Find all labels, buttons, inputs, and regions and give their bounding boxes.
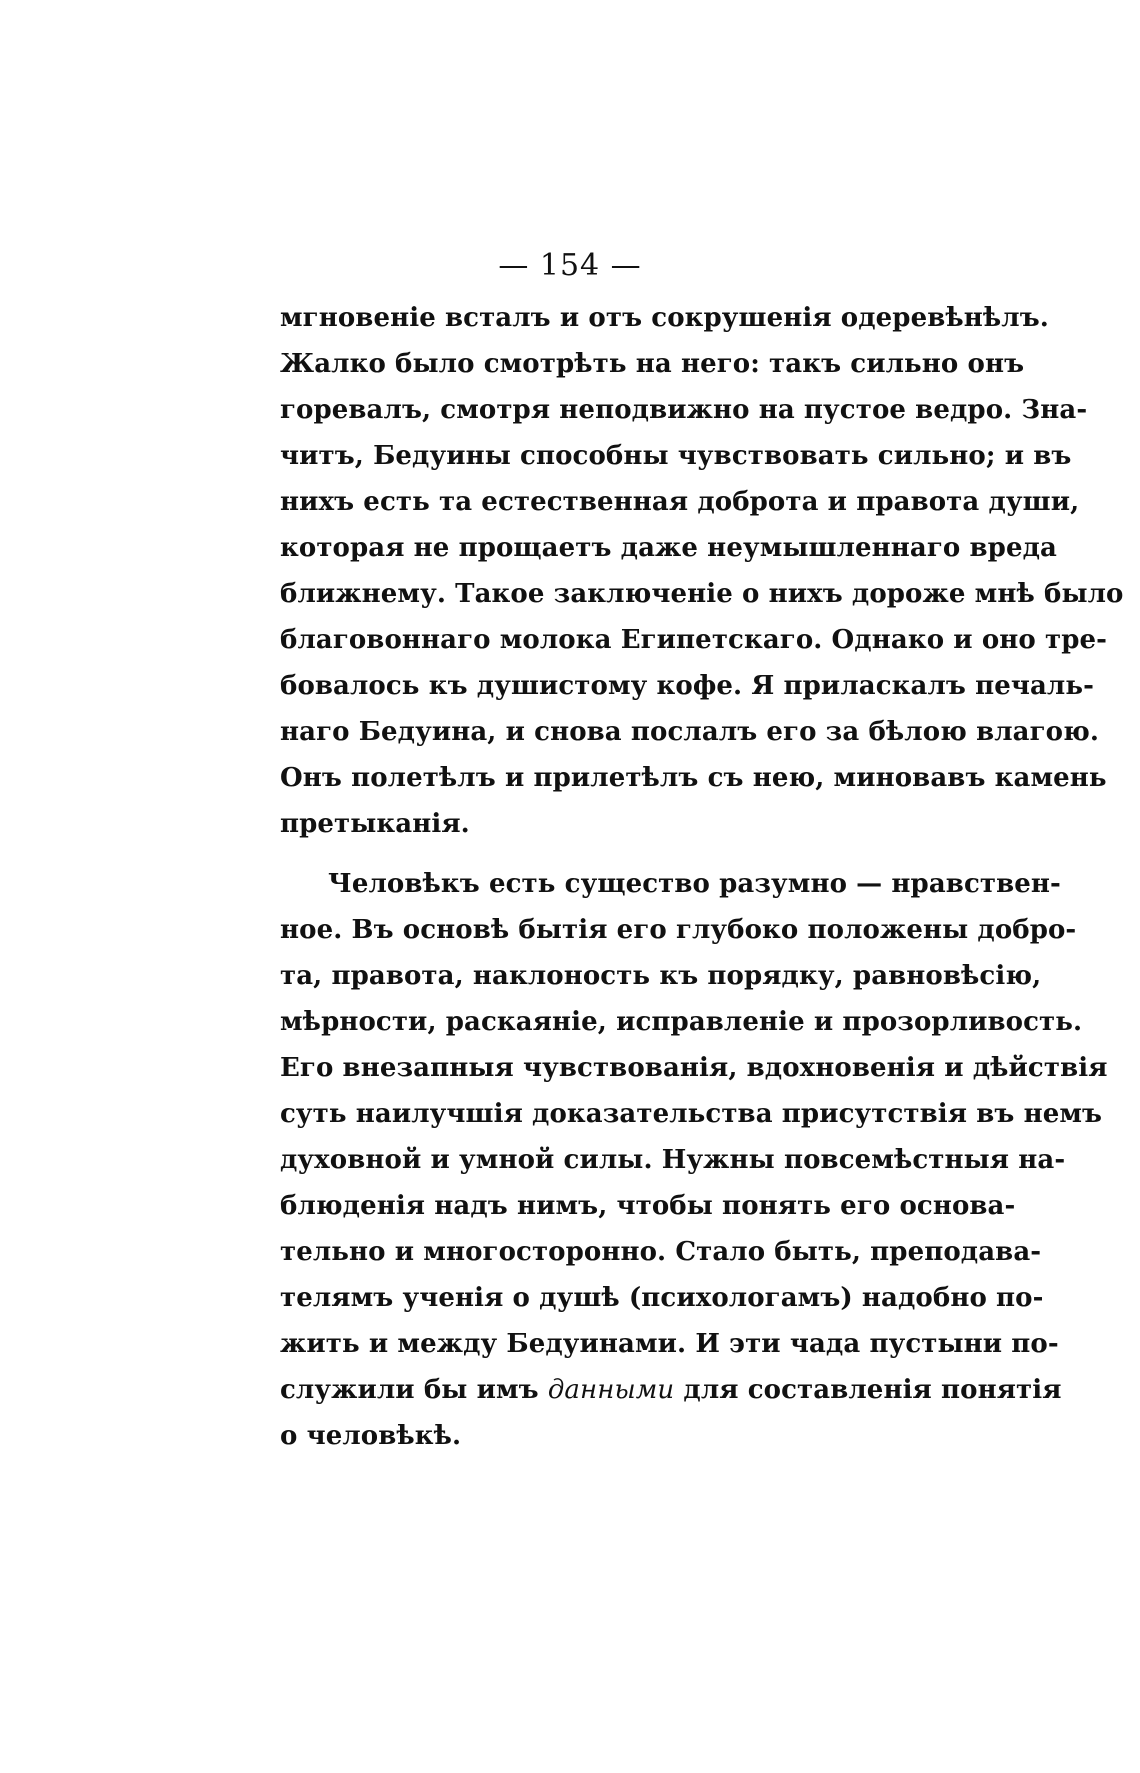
text-line: наго Бедуина, и снова послалъ его за бѣлою влагою. (280, 717, 1100, 747)
paragraph-2 (280, 861, 1108, 1459)
text-line: бовалось къ душистому кофе. Я приласкалъ печаль- (280, 671, 1094, 701)
page-number: — 154 — (498, 248, 642, 283)
paragraph-1 (280, 295, 1124, 847)
text-line: мѣрности, раскаяніе, исправленіе и прозорливость. (280, 1007, 1083, 1037)
text-line: духовной и умной силы. Нужны повсемѣстныя на- (280, 1145, 1066, 1175)
text-line: жить и между Бедуинами. И эти чада пустыни по- (280, 1329, 1059, 1359)
paragraph-gap (280, 847, 968, 861)
body-text (280, 295, 1124, 1459)
text-line: благовоннаго молока Египетскаго. Однако и оно тре- (280, 625, 1108, 655)
text-line: читъ, Бедуины способны чувствовать сильно; и въ (280, 441, 1072, 471)
text-line: которая не прощаетъ даже неумышленнаго вреда (280, 533, 1057, 563)
text-line: ное. Въ основѣ бытія его глубоко положены добро- (280, 915, 1077, 945)
text-segment: для составленія понятія (674, 1375, 1062, 1405)
text-line: Его внезапныя чувствованія, вдохновенія и дѣйствія (280, 1053, 1108, 1083)
text-line: ближнему. Такое заключеніе о нихъ дороже мнѣ было (280, 579, 1124, 609)
text-line: о человѣкѣ. (280, 1421, 462, 1451)
text-line: суть наилучшія доказательства присутствія въ немъ (280, 1099, 1103, 1129)
text-line: Жалко было смотрѣть на него: такъ сильно онъ (280, 349, 1025, 379)
italic-word: данными (547, 1375, 675, 1405)
text-line: тельно и многосторонно. Стало быть, преподава- (280, 1237, 1042, 1267)
text-segment: служили бы имъ (280, 1375, 548, 1405)
text-line: Онъ полетѣлъ и прилетѣлъ съ нею, миновавъ камень (280, 763, 1107, 793)
text-line: претыканія. (280, 809, 470, 839)
text-line: нихъ есть та естественная доброта и правота души, (280, 487, 1080, 517)
text-line-with-italic (280, 1367, 1062, 1413)
text-line: та, правота, наклоность къ порядку, равновѣсію, (280, 961, 1042, 991)
text-line: Человѣкъ есть существо разумно — нравствен- (328, 869, 1061, 899)
text-line: мгновеніе всталъ и отъ сокрушенія одеревѣнѣлъ. (280, 303, 1049, 333)
text-line: телямъ ученія о душѣ (психологамъ) надобно по- (280, 1283, 1044, 1313)
text-line: блюденія надъ нимъ, чтобы понять его основа- (280, 1191, 1016, 1221)
text-line: горевалъ, смотря неподвижно на пустое ведро. Зна- (280, 395, 1088, 425)
